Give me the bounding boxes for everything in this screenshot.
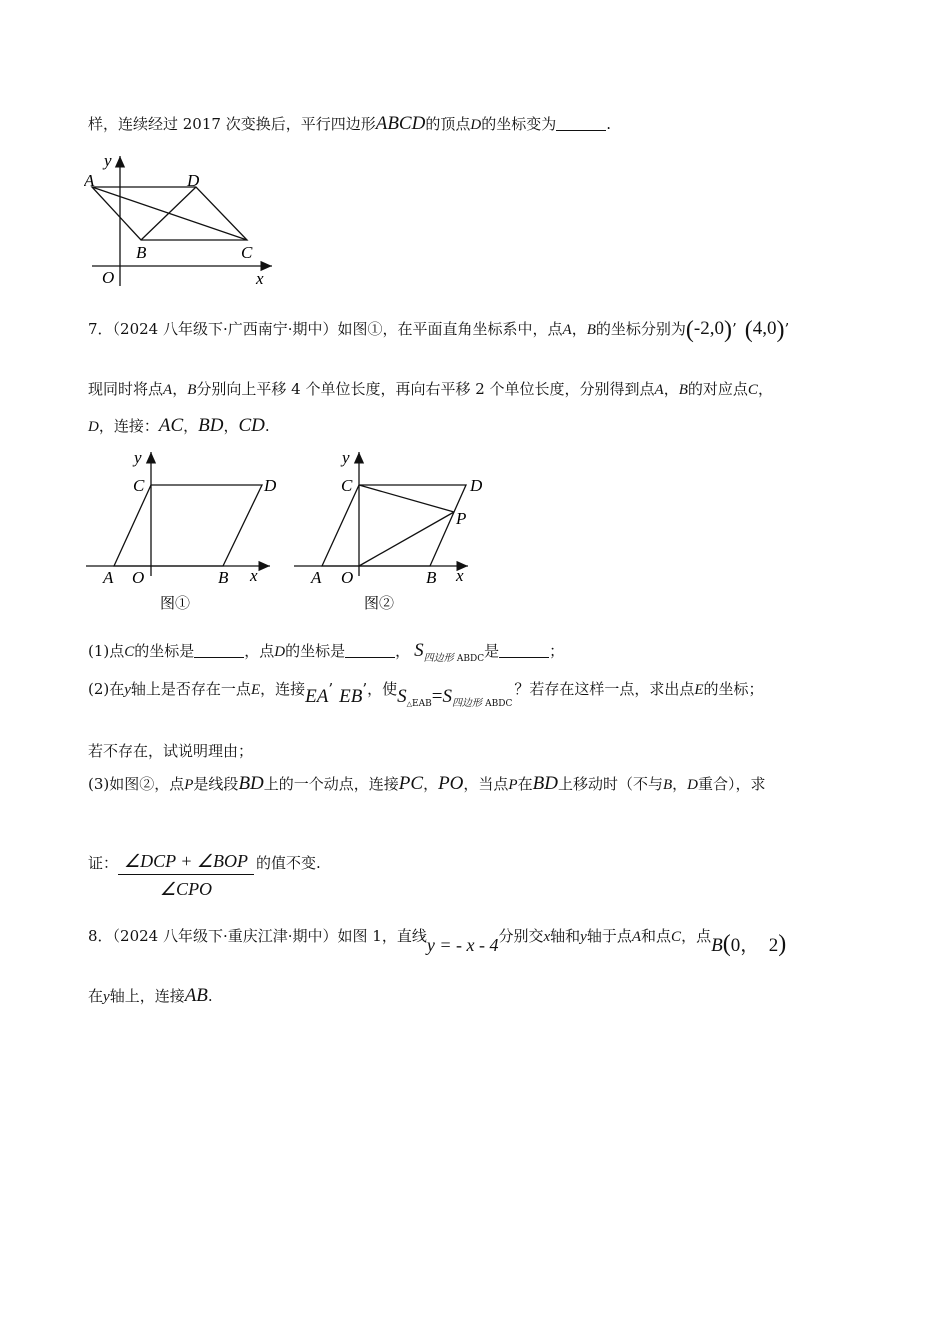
math-cd: CD <box>238 415 265 436</box>
text-segment: ， <box>571 320 587 338</box>
coord-b: 0， 2 <box>730 935 779 956</box>
text-segment: (3)如图②，点 <box>88 775 185 793</box>
fraction <box>118 849 254 901</box>
math-equals: = <box>431 686 443 707</box>
label-d: D <box>470 476 483 495</box>
math-e: E <box>250 682 261 698</box>
math-s: S <box>442 686 452 707</box>
text-segment: 上移动时（不与 <box>557 775 663 793</box>
math-po: PO <box>438 773 464 794</box>
text-segment: 的顶点 <box>425 115 471 133</box>
math-p: P <box>184 777 194 793</box>
math-y: y <box>103 989 110 1005</box>
text-segment: 的坐标变为 <box>481 115 557 133</box>
figure-1 <box>84 448 284 618</box>
label-b: B <box>136 243 147 262</box>
figure-caption: 图② <box>364 594 395 612</box>
text-segment: 和点 <box>641 927 672 945</box>
label-a: A <box>84 171 95 190</box>
math-y: y <box>580 929 587 945</box>
text-segment: ’ <box>328 680 334 698</box>
answer-blank <box>499 643 549 658</box>
text-segment: 分别交 <box>498 927 544 945</box>
math-a: A <box>631 929 642 945</box>
label-a: A <box>103 568 114 587</box>
math-bd: BD <box>532 773 558 794</box>
question-source: （2024 八年级下·广西南宁·期中） <box>112 320 338 338</box>
q7-proof-prefix <box>88 852 118 874</box>
math-equation: y = - x - 4 <box>426 935 499 955</box>
label-d: D <box>187 171 200 190</box>
text-segment: ’ <box>784 320 790 338</box>
label-y: y <box>342 448 350 467</box>
math-a: A <box>163 382 173 398</box>
text-segment: ，使 <box>367 680 398 698</box>
paren-open: ( <box>722 931 731 957</box>
text-segment: 轴和 <box>550 927 581 945</box>
q8-line-1 <box>88 925 786 957</box>
label-o: O <box>102 268 115 287</box>
question-number: 8． <box>88 927 113 945</box>
question-source: （2024 八年级下·重庆江津·期中） <box>112 927 338 945</box>
math-c: C <box>747 382 758 398</box>
text-segment: ’ <box>362 680 368 698</box>
q8-line-2 <box>88 985 213 1008</box>
label-o: O <box>132 568 145 587</box>
text-segment: ，连接 <box>260 680 306 698</box>
text-segment: 在 <box>88 987 104 1005</box>
q7-part-2 <box>88 678 764 715</box>
q7-line-1 <box>88 318 789 341</box>
math-ea: EA <box>305 686 329 707</box>
text-segment: 是 <box>484 642 500 660</box>
subscript: △ <box>406 700 413 708</box>
math-p: P <box>508 777 518 793</box>
label-b: B <box>426 568 437 587</box>
q7-line-2 <box>88 378 773 401</box>
math-b: B <box>187 382 197 398</box>
label-c: C <box>133 476 145 495</box>
math-d: D <box>470 117 482 133</box>
text-segment: 的坐标是 <box>134 642 195 660</box>
text-segment: 现同时将点 <box>88 380 164 398</box>
text-segment: 轴上是否存在一点 <box>130 680 251 698</box>
math-d: D <box>88 419 99 435</box>
label-o: O <box>341 568 354 587</box>
label-x: x <box>256 269 264 288</box>
text-segment: ，当点 <box>463 775 509 793</box>
fraction-numerator: ∠DCP + ∠BOP <box>123 851 249 871</box>
text-segment: ，连接： <box>98 417 159 435</box>
text-segment: 如图 1，直线 <box>337 927 427 945</box>
diagonal-ac <box>92 187 247 240</box>
label-c: C <box>341 476 353 495</box>
text-segment: 分别向上平移 4 个单位长度，再向右平移 2 个单位长度，分别得到点 <box>196 380 655 398</box>
label-x: x <box>456 566 464 585</box>
math-s: S <box>397 686 407 707</box>
math-d: D <box>274 644 286 660</box>
math-b: B <box>711 935 723 956</box>
label-p: P <box>456 509 467 528</box>
math-abcd: ABCD <box>375 113 426 134</box>
text-segment: 的对应点 <box>687 380 748 398</box>
math-a: A <box>654 382 664 398</box>
text-segment: ’ <box>732 320 737 338</box>
diagonal-bd <box>141 187 196 240</box>
text-segment: 证： <box>88 854 119 872</box>
fraction-denominator: ∠CPO <box>159 879 213 899</box>
q7-proof-suffix <box>256 852 321 874</box>
math-ab: AB <box>184 985 208 1006</box>
math-b: B <box>662 777 673 793</box>
label-a: A <box>311 568 322 587</box>
text-segment: ， <box>672 775 688 793</box>
label-b: B <box>218 568 229 587</box>
paren-open: ( <box>744 317 753 343</box>
parallelogram-acdb <box>322 485 466 566</box>
text-segment: . <box>207 987 213 1005</box>
text-segment: 样，连续经过 2017 次变换后，平行四边形 <box>88 115 376 133</box>
text-segment: . <box>264 417 270 435</box>
math-bd: BD <box>198 415 224 436</box>
answer-blank <box>556 116 606 131</box>
text-segment: ， <box>757 380 773 398</box>
text-segment: 轴于点 <box>586 927 632 945</box>
subscript: 四边形 <box>451 698 486 709</box>
label-x: x <box>250 566 258 585</box>
parallelogram-figure <box>84 150 284 290</box>
math-ac: AC <box>158 415 184 436</box>
text-segment: ， <box>663 380 679 398</box>
fraction-bar <box>118 874 254 875</box>
text-segment: ， <box>183 417 199 435</box>
text-segment: 若不存在，试说明理由； <box>88 742 254 760</box>
text-segment: (2)在 <box>88 680 125 698</box>
paren-open: ( <box>685 317 694 343</box>
text-segment: ？若存在这样一点，求出点 <box>514 680 695 698</box>
text-segment: 重合），求 <box>697 775 766 793</box>
text-segment: ， <box>223 417 239 435</box>
segment-cp <box>359 485 454 512</box>
label-y: y <box>134 448 142 467</box>
problem-continuation-line <box>88 113 611 136</box>
text-segment: 在 <box>517 775 533 793</box>
text-segment: 的坐标是 <box>285 642 346 660</box>
coord-a: -2,0 <box>693 318 724 339</box>
text-segment: ， <box>423 775 439 793</box>
math-a: A <box>562 322 572 338</box>
math-s: S <box>414 640 424 661</box>
figure-2 <box>290 448 490 618</box>
parallelogram-acdb <box>114 485 262 566</box>
subscript: 四边形 <box>423 653 457 664</box>
math-pc: PC <box>398 773 424 794</box>
text-segment: ， <box>172 380 188 398</box>
math-bd: BD <box>238 773 264 794</box>
answer-blank <box>194 643 244 658</box>
coord-b: 4,0 <box>752 318 777 339</box>
math-b: B <box>586 322 596 338</box>
segment-op <box>359 512 454 566</box>
paren-close: ) <box>776 317 785 343</box>
text-segment: ，点 <box>681 927 712 945</box>
answer-blank <box>345 643 395 658</box>
text-segment: 的值不变. <box>256 854 321 872</box>
text-segment: . <box>606 115 611 133</box>
q7-part-3 <box>88 773 766 796</box>
text-segment: ， <box>395 642 411 660</box>
text-segment: 的坐标； <box>703 680 764 698</box>
text-segment: 是线段 <box>193 775 239 793</box>
math-eb: EB <box>339 686 363 707</box>
text-segment: (1)点 <box>88 642 125 660</box>
subscript: ABDC <box>485 699 513 709</box>
text-segment: 如图①，在平面直角坐标系中，点 <box>337 320 563 338</box>
subscript: EAB <box>412 699 432 709</box>
paren-close: ) <box>724 317 732 343</box>
label-c: C <box>241 243 253 262</box>
text-segment: 的坐标分别为 <box>595 320 686 338</box>
math-b: B <box>678 382 688 398</box>
q7-line-3 <box>88 415 270 438</box>
label-d: D <box>264 476 277 495</box>
q7-part-1 <box>88 640 564 670</box>
q7-part-2-line-2 <box>88 740 253 762</box>
text-segment: 轴上，连接 <box>109 987 185 1005</box>
math-e: E <box>694 682 704 698</box>
text-segment: 上的一个动点，连接 <box>263 775 399 793</box>
question-number: 7． <box>88 320 113 338</box>
text-segment: ，点 <box>244 642 275 660</box>
paren-close: ) <box>778 931 787 957</box>
math-y: y <box>124 682 131 698</box>
text-segment: ； <box>549 642 565 660</box>
math-c: C <box>124 644 135 660</box>
math-d: D <box>687 777 698 793</box>
math-x: x <box>543 929 551 945</box>
figure-caption: 图① <box>160 594 191 612</box>
label-y: y <box>104 151 112 170</box>
math-c: C <box>671 929 682 945</box>
subscript: ABDC <box>456 654 485 664</box>
